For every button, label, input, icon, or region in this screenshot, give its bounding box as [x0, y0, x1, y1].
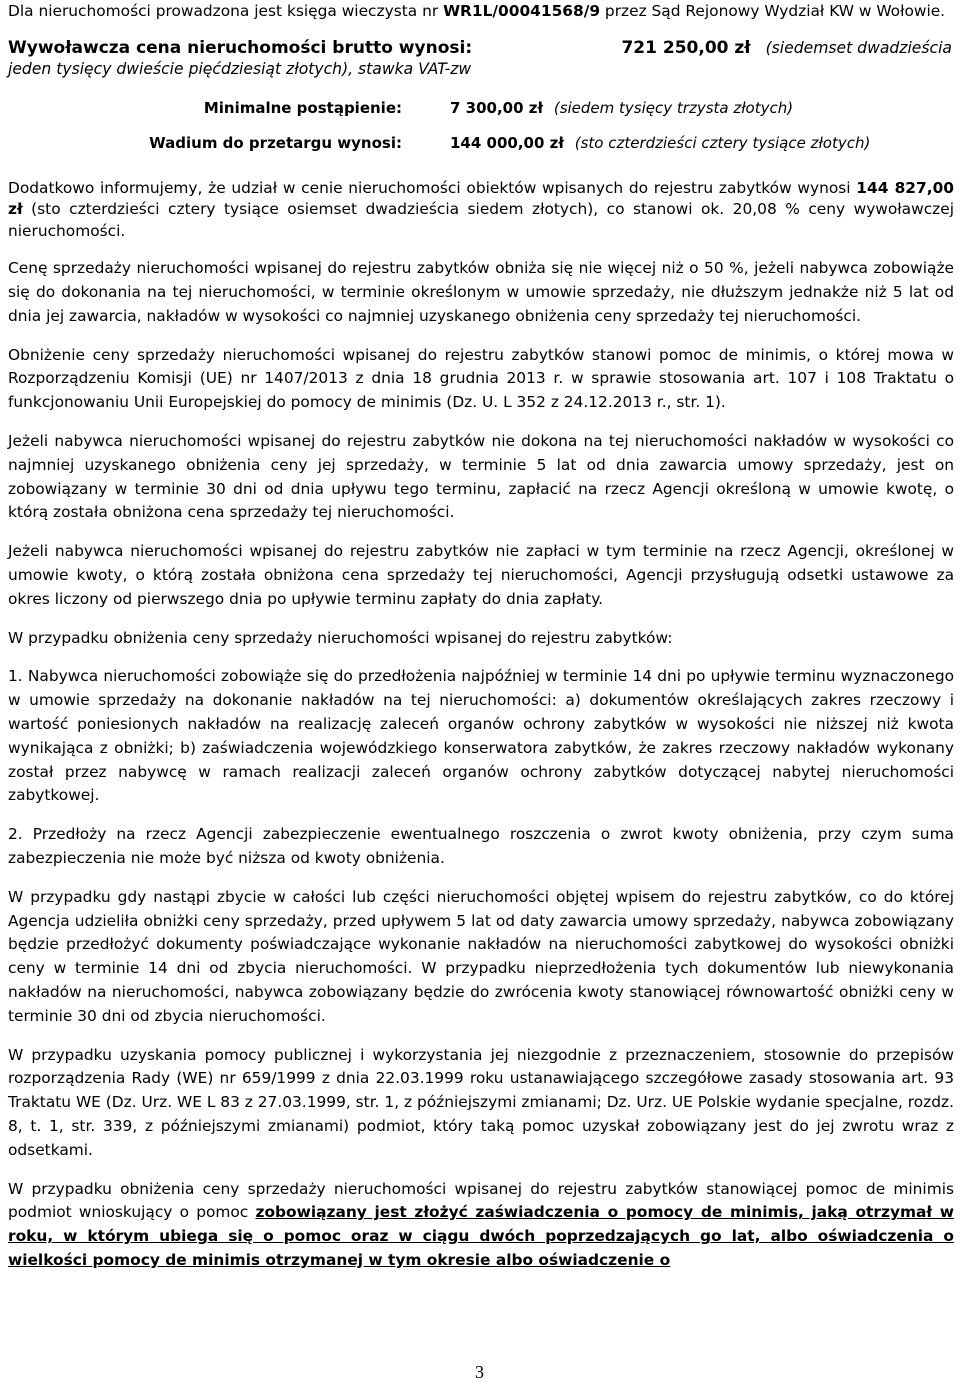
list-item-1: 1. Nabywca nieruchomości zobowiąże się do przedłożenia najpóźniej w terminie 14 dni po upływie terminu wyznaczonego w umowie sprzedaży na dokonanie nakładów na tej nieruchomości: a) dokumentów określających zakres rzeczowy i wartość poniesionych nakładów na realizację zaleceń organów ochrony zabytków w wysokości nie niższej niż kwota wynikająca z obniżki; b) zaświadczenia wojewódzkiego konserwatora zabytków, że zakres rzeczowy nakładów wykonany został przez nabywcę w ramach realizacji zaleceń organów ochrony zabytków dotyczącej nabytej nieruchomości zabytkowej. — [8, 667, 954, 805]
paragraph-public-aid: W przypadku uzyskania pomocy publicznej i wykorzystania jej niezgodnie z przeznaczeniem, stosownie do przepisów rozporządzenia Rady (WE) nr 659/1999 z dnia 22.03.1999 roku ustanawiającego szczegółowe zasady stosowania art. 93 Traktatu WE (Dz. Urz. WE L 83 z 27.03.1999, str. 1, z późniejszymi zmianami; Dz. Urz. UE Polskie wydanie specjalne, rozdz. 8, t. 1, str. 339, z późniejszymi zmianami) podmiot, który taką pomoc uzyskał zobowiązany jest do jej zwrotu wraz z odsetkami. — [8, 1045, 954, 1159]
paragraph-price-reduction: Cenę sprzedaży nieruchomości wpisanej do rejestru zabytków obniża się nie więcej niż o 50 %, jeżeli nabywca zobowiąże się do dokonania na tej nieruchomości, w terminie określonym w umowie sprzedaży, nie dłuższym jednakże niż 5 lat od dnia jej zawarcia, nakładów w wysokości co najmniej uzyskanego obniżenia ceny sprzedaży tej nieruchomości. — [8, 259, 954, 325]
paragraph-reduction-intro: W przypadku obniżenia ceny sprzedaży nieruchomości wpisanej do rejestru zabytków: — [8, 628, 673, 647]
paragraph-de-minimis: Obniżenie ceny sprzedaży nieruchomości wpisanej do rejestru zabytków stanowi pomoc de minimis, o której mowa w Rozporządzeniu Komisji (UE) nr 1407/2013 z dnia 18 grudnia 2013 r. w sprawie stosowania art. 107 i 108 Traktatu o funkcjonowaniu Unii Europejskiej do pomocy de minimis (Dz. U. L 352 z 24.12.2013 r., str. 1). — [8, 345, 954, 412]
paragraph-no-investment: Jeżeli nabywca nieruchomości wpisanej do rejestru zabytków nie dokona na tej nieruchomości nakładów w wysokości co najmniej uzyskanego obniżenia ceny jej sprzedaży, w terminie 5 lat od dnia zawarcia umowy sprzedaży, jest on zobowiązany w terminie 30 dni od dnia upływu tego terminu, zapłacić na rzecz Agencji określoną w umowie kwotę, o którą została obniżona cena sprzedaży tej nieruchomości. — [8, 432, 954, 522]
paragraph-de-minimis-certificate-text: W przypadku obniżenia ceny sprzedaży nieruchomości wpisanej do rejestru zabytków stanowiącej pomoc de minimis podmiot wnioskujący o pomoc — [8, 1179, 954, 1222]
paragraph-heritage-share-rest: (sto czterdzieści cztery tysiące osiemset dwadzieścia siedem złotych), co stanowi ok. 20,08 % ceny wywoławczej nieruchomości. — [8, 200, 954, 240]
kw-number: WR1L/00041568/9 — [443, 2, 601, 20]
de-minimis-certificate-requirement: zobowiązany jest złożyć zaświadczenia o pomocy de minimis, jaką otrzymał w roku, w którym ubiega się o pomoc oraz w ciągu dwóch poprzedzających go lat, albo oświadczenia o wielkości pomocy de minimis otrzymanej w tym okresie albo oświadczenie o — [8, 1203, 955, 1269]
min-bid-row — [8, 99, 954, 128]
starting-price-words-2: jeden tysięcy dwieście pięćdziesiąt złotych), stawka VAT-zw — [8, 59, 472, 78]
deposit-row — [8, 134, 954, 172]
document-page — [8, 0, 954, 1273]
starting-price-label: Wywoławcza cena nieruchomości brutto wynosi: — [8, 37, 473, 58]
list-item-2: 2. Przedłoży na rzecz Agencji zabezpieczenie ewentualnego roszczenia o zwrot kwoty obniżenia, przy czym suma zabezpieczenia nie może być niższa od kwoty obniżenia. — [8, 825, 954, 868]
starting-price-words-1: (siedemset dwadzieścia — [765, 38, 952, 57]
page-number: 3 — [475, 1362, 484, 1382]
paragraph-no-payment: Jeżeli nabywca nieruchomości wpisanej do rejestru zabytków nie zapłaci w tym terminie na rzecz Agencji, określonej w umowie kwoty, o którą została obniżona cena sprzedaży tej nieruchomości, Agencji przysługują odsetki ustawowe za okres liczony od pierwszego dnia po upływie terminu zapłaty do dnia zapłaty. — [8, 542, 954, 608]
land-registry-line — [8, 0, 954, 24]
min-bid-label: Minimalne postąpienie: — [203, 98, 402, 117]
starting-price-amount-group — [621, 38, 952, 59]
starting-price-amount: 721 250,00 zł — [621, 37, 751, 58]
deposit-amount: 144 000,00 zł — [450, 133, 564, 152]
paragraph-de-minimis-certificate — [8, 1178, 954, 1273]
starting-price-line — [8, 38, 954, 59]
paragraph-heritage-share-text: Dodatkowo informujemy, że udział w cenie nieruchomości obiektów wpisanych do rejestru zabytków wynosi — [8, 178, 857, 197]
paragraph-disposal: W przypadku gdy nastąpi zbycie w całości lub części nieruchomości objętej wpisem do rejestru zabytków, co do której Agencja udzieliła obniżki ceny sprzedaży, przed upływem 5 lat od daty zawarcia umowy sprzedaży, nabywca zobowiązany będzie przedłożyć dokumenty poświadczające wykonanie nakładów na nieruchomości zabytkowej do wysokości obniżki ceny w terminie 14 dni od zbycia nieruchomości. W przypadku nieprzedłożenia tych dokumentów lub niewykonania nakładów na nieruchomości, nabywca zobowiązany będzie do zwrócenia kwoty stanowiącej równowartość obniżki ceny w terminie 30 dni od zbycia nieruchomości. — [8, 887, 954, 1025]
deposit-label: Wadium do przetargu wynosi: — [149, 133, 402, 152]
paragraph-heritage-share — [8, 178, 954, 243]
min-bid-words: (siedem tysięcy trzysta złotych) — [553, 98, 794, 117]
heritage-share-amount: 144 827,00 zł — [8, 178, 954, 219]
min-bid-value — [450, 99, 793, 117]
deposit-words: (sto czterdzieści cztery tysiące złotych) — [574, 133, 871, 152]
land-registry-text: Dla nieruchomości prowadzona jest księga wieczysta nr — [8, 2, 444, 20]
starting-price-block — [8, 38, 954, 80]
deposit-value — [450, 134, 870, 152]
land-registry-rest: przez Sąd Rejonowy Wydział KW w Wołowie. — [600, 2, 946, 20]
min-bid-amount: 7 300,00 zł — [450, 98, 544, 117]
